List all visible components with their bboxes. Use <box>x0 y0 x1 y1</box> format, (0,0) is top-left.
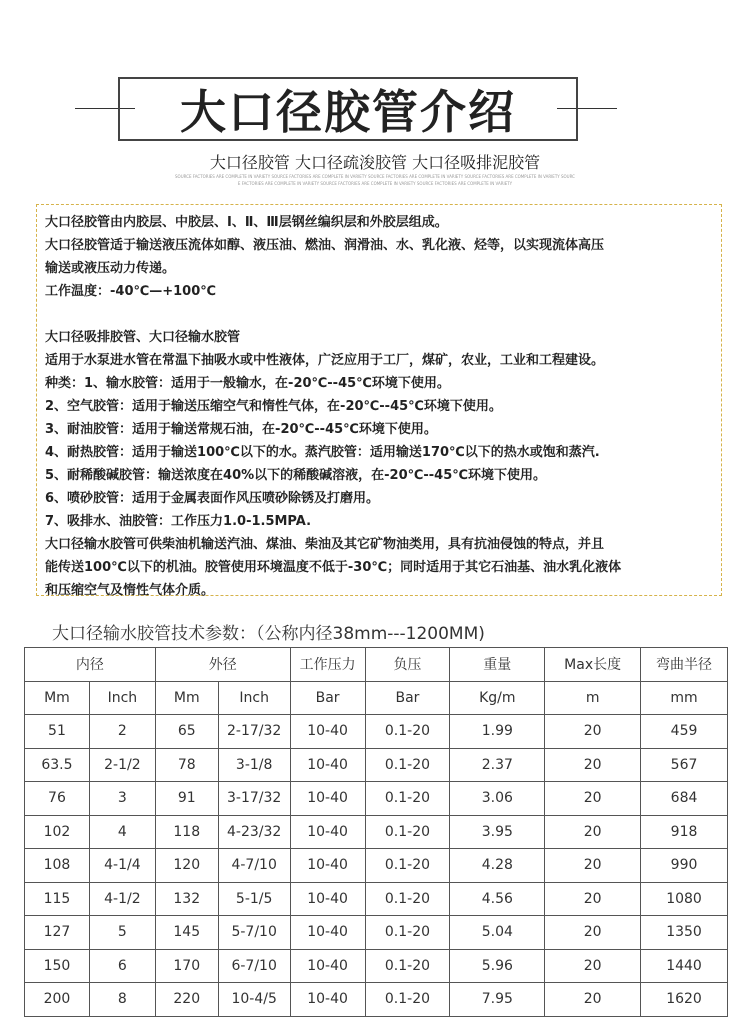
table-cell: 10-40 <box>290 882 365 916</box>
table-cell: 10-40 <box>290 949 365 983</box>
column-group-header: 负压 <box>365 648 450 682</box>
table-cell: 170 <box>155 949 218 983</box>
table-cell: 78 <box>155 748 218 782</box>
table-cell: 6 <box>89 949 155 983</box>
column-group-header: 内径 <box>25 648 156 682</box>
unit-header: Bar <box>365 681 450 715</box>
intro-line: 大口径输水胶管可供柴油机输送汽油、煤油、柴油及其它矿物油类用，具有抗油侵蚀的特点，并且 <box>45 537 605 552</box>
table-cell: 20 <box>545 882 641 916</box>
table-cell: 4-7/10 <box>218 849 290 883</box>
table-unit-row <box>25 681 728 715</box>
table-cell: 91 <box>155 782 218 816</box>
intro-line: 6、喷砂胶管：适用于金属表面作风压喷砂除锈及打磨用。 <box>45 491 380 506</box>
table-row <box>25 849 728 883</box>
subtitle: 大口径胶管 大口径疏浚胶管 大口径吸排泥胶管 <box>209 153 541 172</box>
table-cell: 3.95 <box>450 815 545 849</box>
table-cell: 990 <box>641 849 728 883</box>
table-cell: 1350 <box>641 916 728 950</box>
table-cell: 567 <box>641 748 728 782</box>
table-cell: 5 <box>89 916 155 950</box>
column-group-header: 工作压力 <box>290 648 365 682</box>
table-cell: 5.96 <box>450 949 545 983</box>
table-cell: 5.04 <box>450 916 545 950</box>
table-cell: 4.28 <box>450 849 545 883</box>
table-row <box>25 815 728 849</box>
intro-line: 4、耐热胶管：适用于输送100℃以下的水。蒸汽胶管：适用输送170℃以下的热水或饱和蒸汽. <box>45 445 600 460</box>
intro-line: 和压缩空气及惰性气体介质。 <box>45 583 215 598</box>
table-cell: 51 <box>25 715 90 749</box>
table-cell: 0.1-20 <box>365 782 450 816</box>
table-cell: 1.99 <box>450 715 545 749</box>
intro-line: 大口径胶管由内胶层、中胶层、Ⅰ、Ⅱ、Ⅲ层钢丝编织层和外胶层组成。 <box>45 215 448 230</box>
table-cell: 684 <box>641 782 728 816</box>
unit-header: Inch <box>218 681 290 715</box>
table-cell: 127 <box>25 916 90 950</box>
table-cell: 20 <box>545 916 641 950</box>
intro-line: 适用于水泵进水管在常温下抽吸水或中性液体，广泛应用于工厂，煤矿，农业，工业和工程建设。 <box>45 353 605 368</box>
table-row <box>25 882 728 916</box>
intro-line: 3、耐油胶管：适用于输送常规石油，在-20℃--45℃环境下使用。 <box>45 422 437 437</box>
intro-line: 7、吸排水、油胶管：工作压力1.0-1.5MPA. <box>45 514 312 529</box>
table-cell: 5-7/10 <box>218 916 290 950</box>
table-cell: 5-1/5 <box>218 882 290 916</box>
table-cell: 20 <box>545 748 641 782</box>
intro-line: 大口径胶管适于输送液压流体如醇、液压油、燃油、润滑油、水、乳化液、烃等，以实现流体高压 <box>45 238 605 253</box>
column-group-header: 弯曲半径 <box>641 648 728 682</box>
table-cell: 918 <box>641 815 728 849</box>
table-cell: 2 <box>89 715 155 749</box>
table-cell: 118 <box>155 815 218 849</box>
unit-header: Kg/m <box>450 681 545 715</box>
table-cell: 20 <box>545 782 641 816</box>
table-cell: 0.1-20 <box>365 715 450 749</box>
table-cell: 4-23/32 <box>218 815 290 849</box>
table-cell: 0.1-20 <box>365 983 450 1017</box>
table-cell: 120 <box>155 849 218 883</box>
page-title: 大口径胶管介绍 <box>180 85 516 139</box>
intro-line: 种类：1、输水胶管：适用于一般输水，在-20℃--45℃环境下使用。 <box>45 376 450 391</box>
table-cell: 220 <box>155 983 218 1017</box>
table-cell: 0.1-20 <box>365 916 450 950</box>
intro-text-box <box>36 204 722 596</box>
table-row <box>25 748 728 782</box>
table-cell: 10-4/5 <box>218 983 290 1017</box>
unit-header: Inch <box>89 681 155 715</box>
table-cell: 63.5 <box>25 748 90 782</box>
table-cell: 10-40 <box>290 715 365 749</box>
intro-line: 5、耐稀酸碱胶管：输送浓度在40%以下的稀酸碱溶液，在-20℃--45℃环境下使用。 <box>45 468 547 483</box>
table-cell: 3.06 <box>450 782 545 816</box>
intro-line: 能传送100℃以下的机油。胶管使用环境温度不低于-30℃；同时适用于其它石油基、油水乳化液体 <box>45 560 622 575</box>
table-cell: 20 <box>545 849 641 883</box>
table-cell: 3 <box>89 782 155 816</box>
table-cell: 0.1-20 <box>365 748 450 782</box>
table-cell: 1620 <box>641 983 728 1017</box>
table-cell: 20 <box>545 983 641 1017</box>
table-cell: 115 <box>25 882 90 916</box>
table-cell: 10-40 <box>290 815 365 849</box>
table-cell: 3-1/8 <box>218 748 290 782</box>
intro-line: 大口径吸排胶管、大口径输水胶管 <box>45 330 241 345</box>
table-cell: 20 <box>545 815 641 849</box>
spec-table <box>24 647 728 1017</box>
table-cell: 2.37 <box>450 748 545 782</box>
table-cell: 132 <box>155 882 218 916</box>
table-cell: 20 <box>545 715 641 749</box>
table-cell: 4-1/4 <box>89 849 155 883</box>
table-cell: 4.56 <box>450 882 545 916</box>
table-row <box>25 983 728 1017</box>
table-cell: 459 <box>641 715 728 749</box>
table-cell: 1080 <box>641 882 728 916</box>
table-cell: 0.1-20 <box>365 949 450 983</box>
table-cell: 10-40 <box>290 849 365 883</box>
table-cell: 8 <box>89 983 155 1017</box>
table-cell: 6-7/10 <box>218 949 290 983</box>
table-cell: 0.1-20 <box>365 849 450 883</box>
watermark-line: SOURCE FACTORIES ARE COMPLETE IN VARIETY SOURCE FACTORIES ARE COMPLETE IN VARIETY SOURCE FACTORIES ARE COMPLETE IN VARIETY SOURCE FACTORIES ARE COMPLETE IN VARIETY SOURC <box>175 174 575 179</box>
table-cell: 20 <box>545 949 641 983</box>
table-cell: 1440 <box>641 949 728 983</box>
table-cell: 200 <box>25 983 90 1017</box>
table-title: 大口径输水胶管技术参数：（公称内径38mm---1200MM) <box>52 624 485 644</box>
table-cell: 2-1/2 <box>89 748 155 782</box>
table-cell: 10-40 <box>290 916 365 950</box>
table-cell: 10-40 <box>290 983 365 1017</box>
unit-header: Bar <box>290 681 365 715</box>
table-cell: 2-17/32 <box>218 715 290 749</box>
blank-line <box>45 303 713 326</box>
unit-header: m <box>545 681 641 715</box>
table-row <box>25 782 728 816</box>
intro-line: 输送或液压动力传递。 <box>45 261 176 276</box>
column-group-header: 外径 <box>155 648 290 682</box>
table-cell: 150 <box>25 949 90 983</box>
intro-line: 工作温度：-40℃—+100℃ <box>45 284 216 299</box>
watermark-line: E FACTORIES ARE COMPLETE IN VARIETY SOURCE FACTORIES ARE COMPLETE IN VARIETY SOURCE FACTORIES ARE COMPLETE IN VARIETY <box>237 181 513 186</box>
table-cell: 145 <box>155 916 218 950</box>
table-cell: 0.1-20 <box>365 882 450 916</box>
unit-header: mm <box>641 681 728 715</box>
column-group-header: Max长度 <box>545 648 641 682</box>
table-cell: 10-40 <box>290 748 365 782</box>
unit-header: Mm <box>155 681 218 715</box>
table-cell: 4 <box>89 815 155 849</box>
intro-line: 2、空气胶管：适用于输送压缩空气和惰性气体，在-20℃--45℃环境下使用。 <box>45 399 502 414</box>
table-row <box>25 715 728 749</box>
table-cell: 76 <box>25 782 90 816</box>
table-cell: 0.1-20 <box>365 815 450 849</box>
table-cell: 65 <box>155 715 218 749</box>
unit-header: Mm <box>25 681 90 715</box>
table-cell: 7.95 <box>450 983 545 1017</box>
title-box <box>118 77 578 141</box>
table-cell: 108 <box>25 849 90 883</box>
table-cell: 3-17/32 <box>218 782 290 816</box>
table-cell: 10-40 <box>290 782 365 816</box>
table-group-header-row <box>25 648 728 682</box>
table-row <box>25 916 728 950</box>
table-cell: 4-1/2 <box>89 882 155 916</box>
column-group-header: 重量 <box>450 648 545 682</box>
table-row <box>25 949 728 983</box>
table-cell: 102 <box>25 815 90 849</box>
